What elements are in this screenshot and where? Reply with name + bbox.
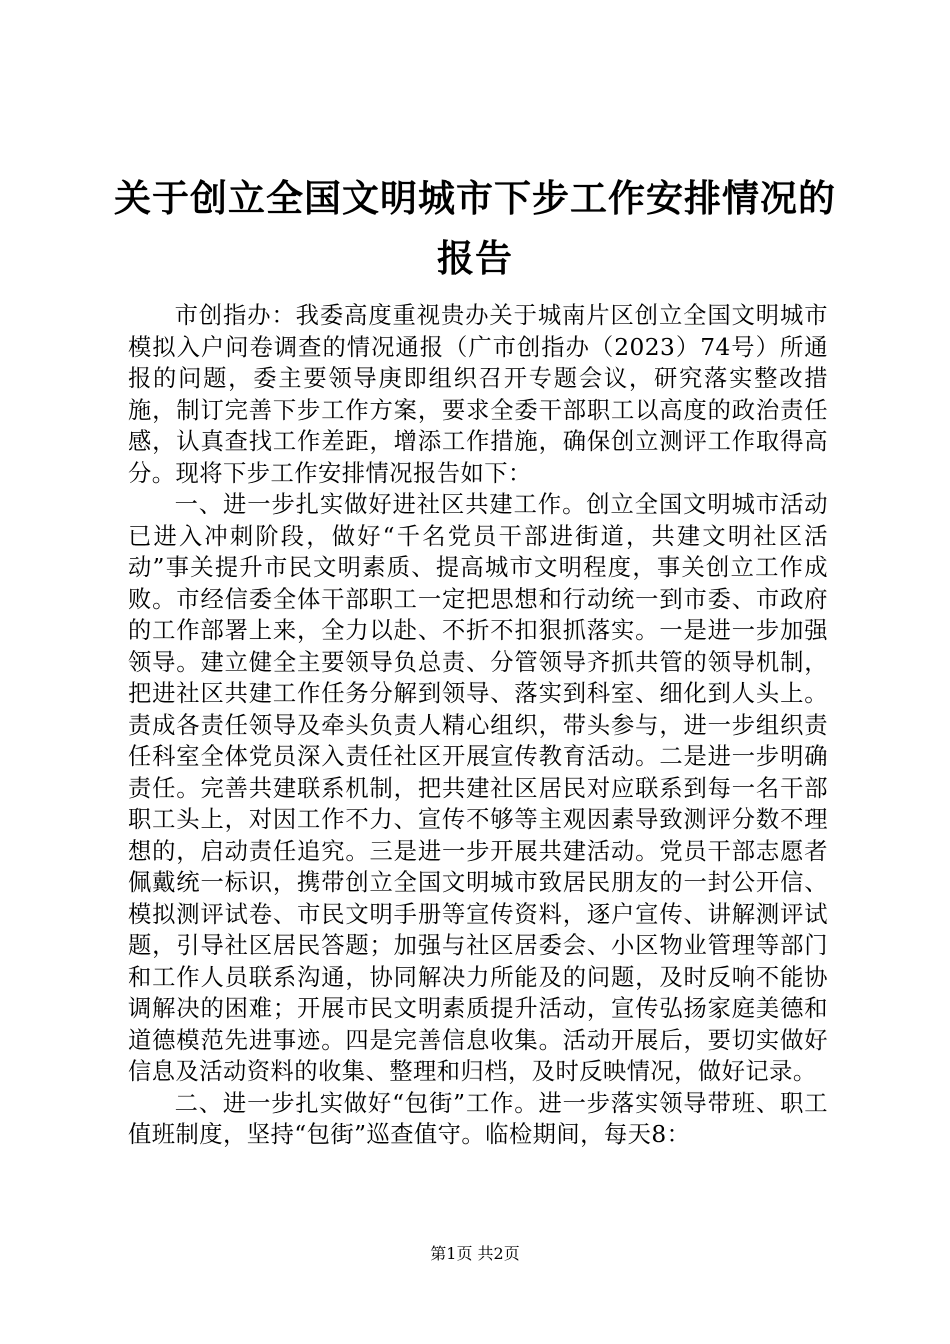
paragraph-section-one: 一、进一步扎实做好进社区共建工作。创立全国文明城市活动已进入冲刺阶段，做好“千名党员干部进街道，共建文明社区活动”事关提升市民文明素质、提高城市文明程度，事关创立工作成败。市经信委全体干部职工一定把思想和行动统一到市委、市政府的工作部署上来，全力以赴、不折不扣狠抓落实。一是进一步加强领导。建立健全主要领导负总责、分管领导齐抓共管的领导机制，把进社区共建工作任务分解到领导、落实到科室、细化到人头上。责成各责任领导及牵头负责人精心组织，带头参与，进一步组织责任科室全体党员深入责任社区开展宣传教育活动。二是进一步明确责任。完善共建联系机制，把共建社区居民对应联系到每一名干部职工头上，对因工作不力、宣传不够等主观因素导致测评分数不理想的，启动责任追究。三是进一步开展共建活动。党员干部志愿者佩戴统一标识，携带创立全国文明城市致居民朋友的一封公开信、模拟测评试卷、市民文明手册等宣传资料，逐户宣传、讲解测评试题，引导社区居民答题；加强与社区居委会、小区物业管理等部门和工作人员联系沟通，协同解决力所能及的问题，及时反响不能协调解决的困难；开展市民文明素质提升活动，宣传弘扬家庭美德和道德模范先进事迹。四是完善信息收集。活动开展后，要切实做好信息及活动资料的收集、整理和归档，及时反映情况，做好记录。 xyxy=(128,491,828,1085)
page-number-footer: 第1页 共2页 xyxy=(430,1244,520,1263)
document-title: 关于创立全国文明城市下步工作安排情况的报告 xyxy=(114,176,836,280)
paragraph-section-two: 二、进一步扎实做好“包街”工作。进一步落实领导带班、职工值班制度，坚持“包街”巡查值守。临检期间，每天8： xyxy=(128,1089,828,1148)
document-body xyxy=(128,300,828,1151)
paragraph-intro: 市创指办：我委高度重视贵办关于城南片区创立全国文明城市模拟入户问卷调查的情况通报（广市创指办（2023）74号）所通报的问题，委主要领导庚即组织召开专题会议，研究落实整改措施，制订完善下步工作方案，要求全委干部职工以高度的政治责任感，认真查找工作差距，增添工作措施，确保创立测评工作取得高分。现将下步工作安排情况报告如下： xyxy=(128,302,828,487)
